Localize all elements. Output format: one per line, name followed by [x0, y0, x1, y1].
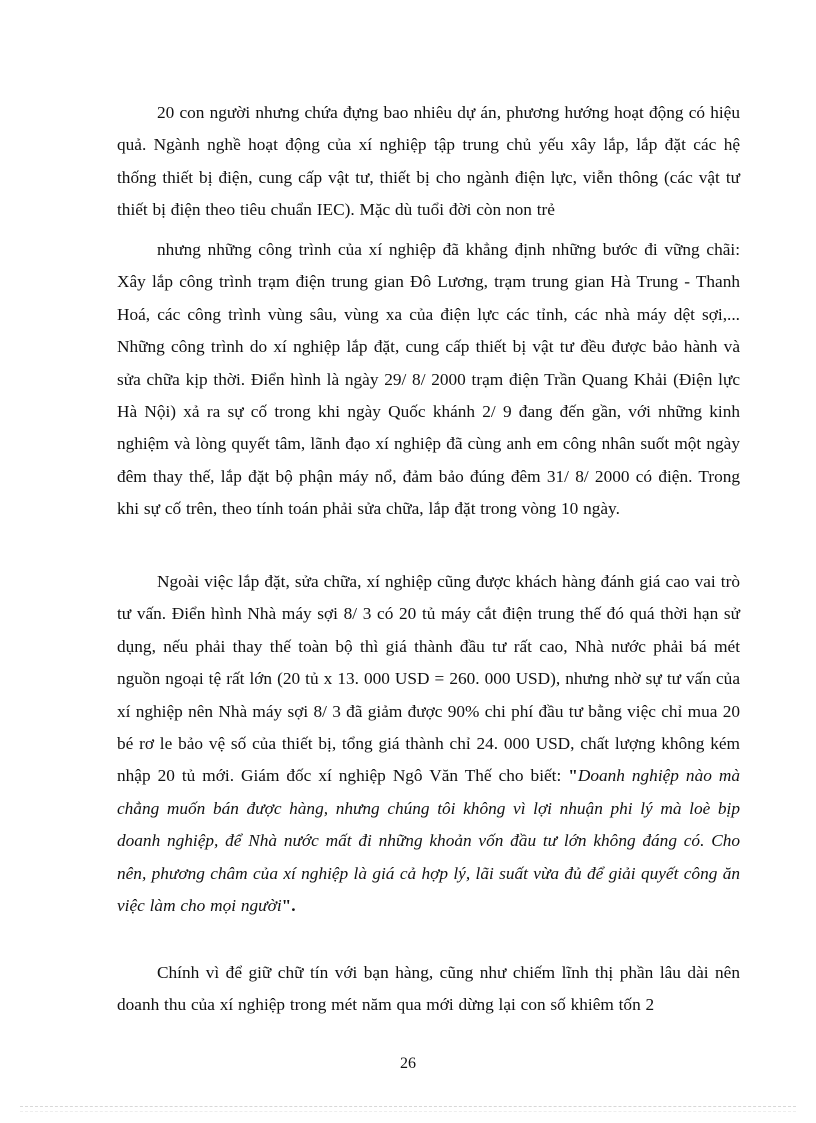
paragraph-1: 20 con người nhưng chứa đựng bao nhiêu dự án, phương hướng hoạt động có hiệu quả. Ngành nghề hoạt động của xí nghiệp tập trung chủ yếu xây lắp, lắp đặt các hệ thống thiết bị điện, cung cấp vật tư, thiết bị cho ngành điện lực, viễn thông (các vật tư thiết bị điện theo tiêu chuẩn IEC). Mặc dù tuổi đời còn non trẻ — [117, 103, 740, 220]
director-quote: Doanh nghiệp nào mà chẳng muốn bán được hàng, nhưng chúng tôi không vì lợi nhuận phi lý mà loè bịp doanh nghiệp, để Nhà nước mất đi những khoản vốn đầu tư lớn không đáng có. Cho nên, phương châm của xí nghiệp là giá cả hợp lý, lãi suất vừa đủ để giải quyết công ăn việc làm cho mọi người — [117, 766, 740, 916]
body-text-block-4 — [117, 957, 740, 1022]
footer-divider-secondary — [20, 1111, 796, 1112]
page-number: 26 — [400, 1055, 416, 1072]
open-quote-mark: " — [561, 766, 578, 786]
paragraph-3 — [117, 566, 740, 922]
body-text-block-3 — [117, 566, 740, 922]
paragraph-2: nhưng những công trình của xí nghiệp đã khẳng định những bước đi vững chãi: Xây lắp công trình trạm điện trung gian Đô Lương, trạm trung gian Hà Trung - Thanh Hoá, các công trình vùng sâu, vùng xa của điện lực các tỉnh, các nhà máy dệt sợi,... Những công trình do xí nghiệp lắp đặt, cung cấp thiết bị vật tư đều được bảo hành và sửa chữa kịp thời. Điển hình là ngày 29/ 8/ 2000 trạm điện Trần Quang Khải (Điện lực Hà Nội) xả ra sự cố trong khi ngày Quốc khánh 2/ 9 đang đến gần, với những kinh nghiệm và lòng quyết tâm, lãnh đạo xí nghiệp đã cùng anh em công nhân suốt một ngày đêm thay thế, lắp đặt bộ phận máy nổ, đảm bảo đúng đêm 31/ 8/ 2000 có điện. Trong khi sự cố trên, theo tính toán phải sửa chữa, lắp đặt trong vòng 10 ngày. — [117, 240, 740, 519]
footer-divider — [20, 1106, 796, 1107]
body-text-block-1 — [117, 97, 740, 227]
close-quote-mark: ". — [281, 896, 296, 916]
paragraph-4: Chính vì để giữ chữ tín với bạn hàng, cũng như chiếm lĩnh thị phần lâu dài nên doanh thu của xí nghiệp trong mét năm qua mới dừng lại con số khiêm tốn 2 — [117, 963, 740, 1015]
paragraph-3-text: Ngoài việc lắp đặt, sửa chữa, xí nghiệp cũng được khách hàng đánh giá cao vai trò tư vấn. Điển hình Nhà máy sợi 8/ 3 có 20 tủ máy cắt điện trung thế đó quá thời hạn sử dụng, nếu phải thay thế toàn bộ thì giá thành đầu tư rất cao, Nhà nước phải bá mét nguồn ngoại tệ rất lớn (20 tủ x 13. 000 USD = 260. 000 USD), nhưng nhờ sự tư vấn của xí nghiệp nên Nhà máy sợi 8/ 3 đã giảm được 90% chi phí đầu tư bằng việc chỉ mua 20 bé rơ le bảo vệ số của thiết bị, tổng giá thành chỉ 24. 000 USD, chất lượng không kém nhập 20 tủ mới. Giám đốc xí nghiệp Ngô Văn Thế cho biết: — [117, 572, 740, 786]
body-text-block-2 — [117, 234, 740, 526]
